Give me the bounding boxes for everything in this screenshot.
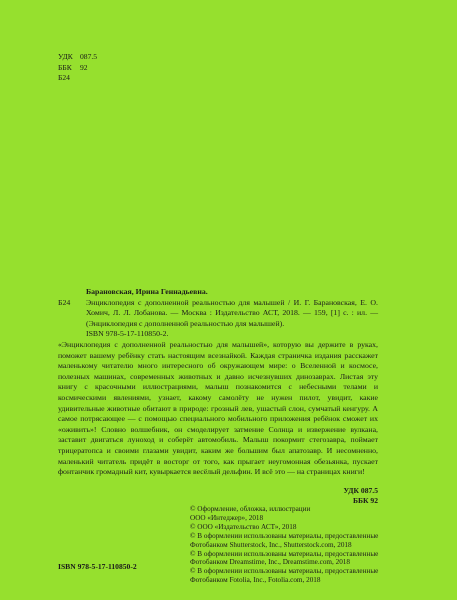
copyright-line: © В оформлении использованы материалы, предоставленные bbox=[190, 531, 379, 540]
copyright-line: © Оформление, обложка, иллюстрации bbox=[190, 505, 311, 513]
udk-value: 087.5 bbox=[80, 52, 98, 61]
footer-udk: УДК 087.5 bbox=[343, 486, 378, 495]
footer-index bbox=[320, 486, 378, 505]
footer-bbk: ББК 92 bbox=[352, 495, 378, 505]
bbk-row bbox=[58, 63, 97, 74]
copyright-line: ООО «Интеджер», 2018 bbox=[190, 513, 264, 522]
copyright-line: Фотобанком Fotolia, Inc., Fotolia.com, 2018 bbox=[190, 576, 321, 585]
copyright-line: © В оформлении использованы материалы, предоставленные bbox=[190, 567, 379, 576]
record-entry bbox=[58, 298, 378, 340]
copyright-block bbox=[190, 505, 390, 585]
classification-block bbox=[58, 52, 97, 84]
udk-row bbox=[58, 52, 97, 63]
record-author: Барановская, Ирина Геннадьевна. bbox=[86, 287, 208, 296]
author-mark-row bbox=[58, 73, 97, 84]
record-description: Энциклопедия с дополненной реальностью для малышей / И. Г. Барановская, Е. О. Хомич, Л. Л. Лобанова. — Москва : Издательство АСТ, 2018. — 159, [1] с. : ил. — (Энциклопедия с дополненной реальностью для малышей). bbox=[86, 297, 378, 328]
copyright-line: Фотобанком Shutterstock, Inc., Shutterstock.com, 2018 bbox=[190, 540, 352, 549]
bibliographic-record bbox=[58, 287, 378, 478]
bbk-value: 92 bbox=[80, 62, 88, 72]
copyright-line: © В оформлении использованы материалы, предоставленные bbox=[190, 549, 379, 558]
record-isbn: ISBN 978-5-17-110850-2. bbox=[86, 329, 169, 339]
author-mark: Б24 bbox=[58, 73, 70, 82]
bbk-label: ББК bbox=[58, 62, 72, 72]
copyright-line: © ООО «Издательство АСТ», 2018 bbox=[190, 522, 297, 531]
isbn-bottom: ISBN 978-5-17-110850-2 bbox=[58, 562, 137, 571]
copyright-line: Фотобанком Dreamstime, Inc., Dreamstime.com, 2018 bbox=[190, 558, 350, 567]
record-abstract: «Энциклопедия с дополненной реальностью для малышей», которую вы держите в руках, поможет вашему ребёнку стать настоящим всезнайкой. Каждая страничка издания расскажет маленькому читателю много интересного об окружающем мире: о Вселенной и космосе, полезных машинах, современных животных и давно исчезнувших динозаврах. Листая эту книгу с красочными иллюстрациями, малыш познакомится с небесными телами и космическими явлениями, узнает, какому самолёту не нужен пилот, увидит, какие удивительные животные обитают в природе: грозный лев, ушастый слон, сумчатый кенгуру. А самое потрясающее — с помощью специального мобильного приложения ребёнок сможет их «оживить»! Словно волшебник, он смоделирует затмение Солнца и извержение вулкана, заставит двигаться луноход и соберёт автомобиль. Малыш покормит стегозавра, поймает трицератопса и своими глазами увидит, каким же большим был апатозавр. И несомненно, маленький читатель придёт в восторг от того, как прыгает неугомонная обезьянка, пускает фонтанчик громадный кит, кувыркается весёлый дельфин. И всё это — на страницах книги! bbox=[58, 339, 378, 477]
record-code: Б24 bbox=[58, 297, 71, 307]
udk-label: УДК bbox=[58, 52, 73, 61]
record-body bbox=[86, 298, 378, 340]
